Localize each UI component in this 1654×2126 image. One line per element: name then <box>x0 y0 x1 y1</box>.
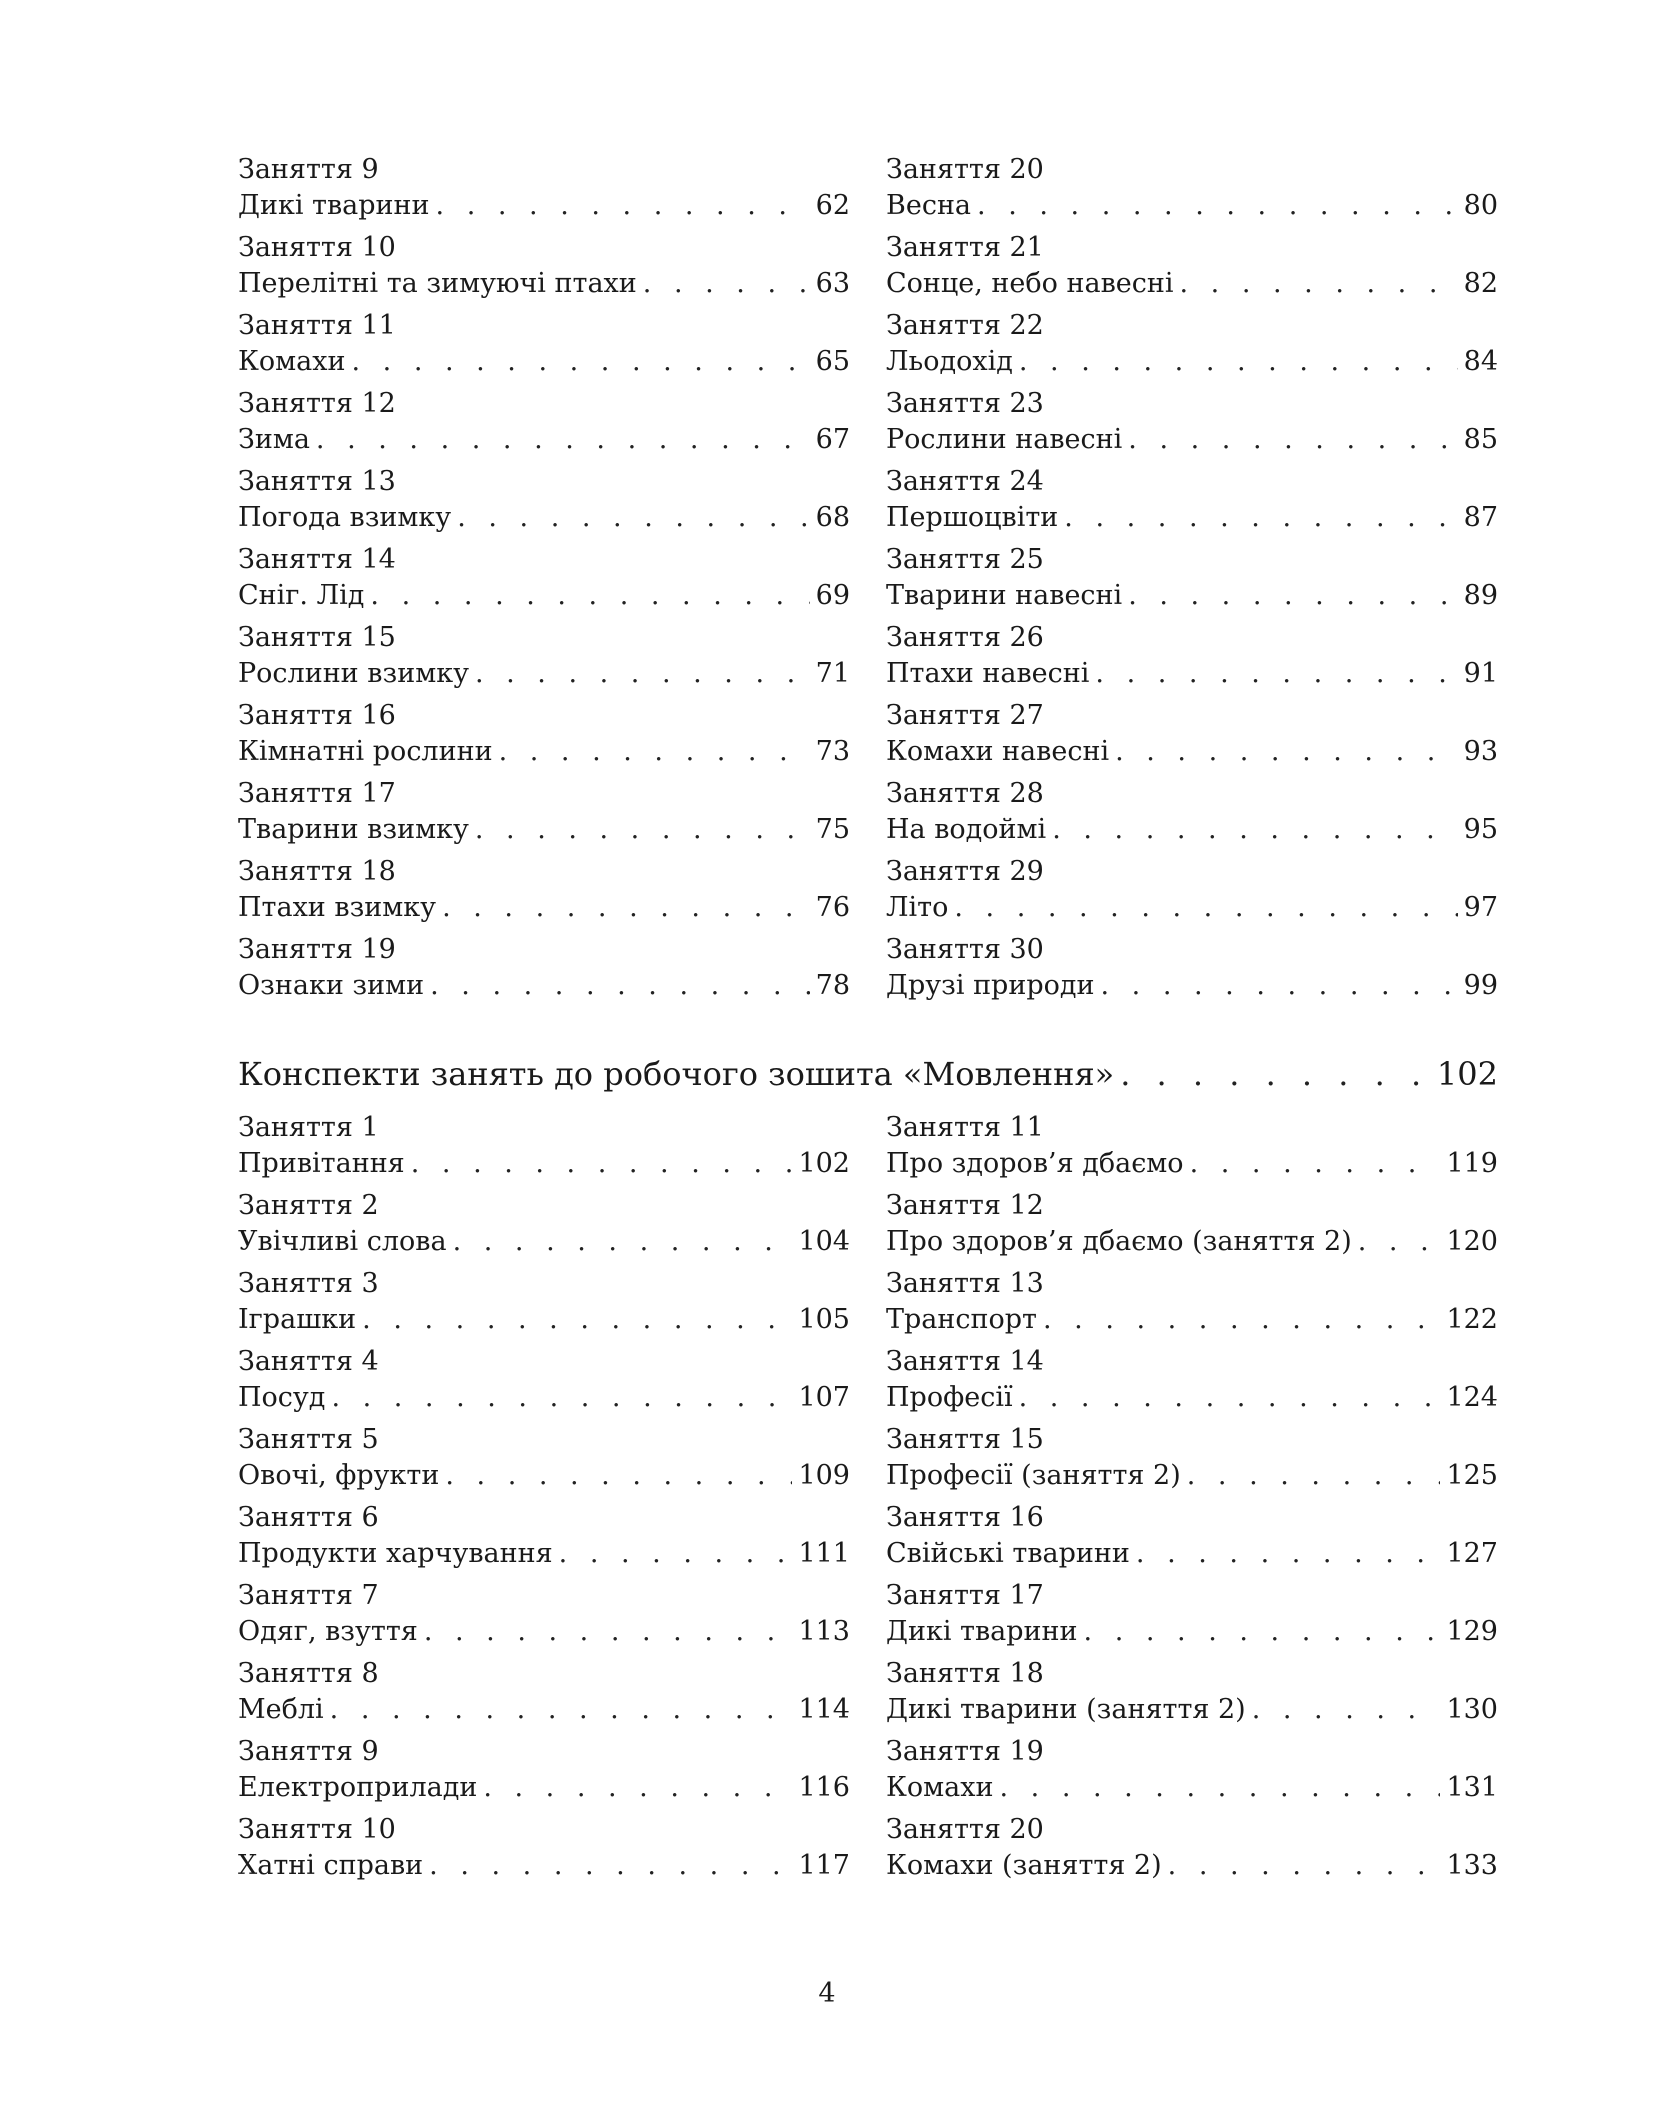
toc-entry <box>238 152 850 230</box>
toc-entry <box>886 230 1498 308</box>
lesson-title: Свійські тварини <box>886 1538 1130 1569</box>
lesson-number: Заняття 19 <box>886 1736 1044 1767</box>
lesson-title: Дикі тварини <box>886 1616 1078 1647</box>
toc-entry-row <box>238 890 850 926</box>
lesson-number: Заняття 18 <box>238 856 396 887</box>
leader-dots <box>1052 812 1457 848</box>
toc-entry <box>238 776 850 854</box>
lesson-page-number: 75 <box>815 814 850 845</box>
toc-entry <box>238 464 850 542</box>
toc-entry-row <box>886 344 1498 380</box>
toc-column-right <box>886 1110 1498 1890</box>
leader-dots <box>429 1848 792 1884</box>
toc-entry <box>886 776 1498 854</box>
lesson-title: Весна <box>886 190 972 221</box>
lesson-title: Тварини взимку <box>238 814 469 845</box>
lesson-number: Заняття 17 <box>886 1580 1044 1611</box>
toc-entry-row <box>238 1224 850 1260</box>
leader-dots <box>1064 500 1457 536</box>
toc-entry <box>238 386 850 464</box>
toc-entry-row <box>238 266 850 302</box>
lesson-number: Заняття 14 <box>886 1346 1044 1377</box>
leader-dots <box>1128 578 1457 614</box>
lesson-title: Рослини навесні <box>886 424 1123 455</box>
toc-column-left <box>238 1110 850 1890</box>
toc-entry-row <box>886 1692 1498 1728</box>
lesson-page-number: 124 <box>1446 1382 1498 1413</box>
toc-entry-row <box>886 578 1498 614</box>
lesson-number: Заняття 25 <box>886 544 1044 575</box>
toc-entry <box>238 620 850 698</box>
lesson-number: Заняття 7 <box>238 1580 379 1611</box>
toc-entry <box>238 1188 850 1266</box>
lesson-page-number: 120 <box>1446 1226 1498 1257</box>
lesson-number: Заняття 10 <box>238 232 396 263</box>
leader-dots <box>1180 266 1458 302</box>
lesson-number: Заняття 26 <box>886 622 1044 653</box>
lesson-number: Заняття 16 <box>238 700 396 731</box>
lesson-page-number: 131 <box>1446 1772 1498 1803</box>
lesson-number: Заняття 13 <box>886 1268 1044 1299</box>
lesson-title: Птахи взимку <box>238 892 437 923</box>
lesson-title: Сонце, небо навесні <box>886 268 1174 299</box>
lesson-page-number: 122 <box>1446 1304 1498 1335</box>
lesson-number: Заняття 5 <box>238 1424 379 1455</box>
lesson-number: Заняття 23 <box>886 388 1044 419</box>
lesson-number: Заняття 21 <box>886 232 1044 263</box>
toc-entry <box>238 1578 850 1656</box>
lesson-page-number: 125 <box>1446 1460 1498 1491</box>
toc-entry-row <box>238 422 850 458</box>
toc-entry <box>886 1188 1498 1266</box>
lesson-page-number: 95 <box>1463 814 1498 845</box>
lesson-number: Заняття 20 <box>886 1814 1044 1845</box>
lesson-title: Перелітні та зимуючі птахи <box>238 268 637 299</box>
leader-dots <box>370 578 809 614</box>
toc-entry <box>886 698 1498 776</box>
toc-entry <box>238 1344 850 1422</box>
lesson-number: Заняття 8 <box>238 1658 379 1689</box>
lesson-number: Заняття 16 <box>886 1502 1044 1533</box>
lesson-page-number: 68 <box>815 502 850 533</box>
toc-entry-row <box>886 1380 1498 1416</box>
lesson-number: Заняття 20 <box>886 154 1044 185</box>
lesson-page-number: 65 <box>815 346 850 377</box>
lesson-page-number: 89 <box>1463 580 1498 611</box>
toc-entry-row <box>238 1146 850 1182</box>
lesson-title: Комахи навесні <box>886 736 1110 767</box>
lesson-number: Заняття 9 <box>238 1736 379 1767</box>
toc-entry <box>886 1812 1498 1890</box>
leader-dots <box>1095 656 1457 692</box>
toc-entry-row <box>238 1848 850 1884</box>
lesson-page-number: 71 <box>815 658 850 689</box>
lesson-number: Заняття 10 <box>238 1814 396 1845</box>
toc-entry-row <box>238 344 850 380</box>
leader-dots <box>330 1692 793 1728</box>
lesson-number: Заняття 6 <box>238 1502 379 1533</box>
leader-dots <box>1358 1224 1441 1260</box>
toc-entry-row <box>238 1536 850 1572</box>
lesson-title: Продукти харчування <box>238 1538 553 1569</box>
lesson-number: Заняття 12 <box>238 388 396 419</box>
toc-entry <box>886 464 1498 542</box>
toc-entry <box>886 1422 1498 1500</box>
lesson-number: Заняття 17 <box>238 778 396 809</box>
lesson-number: Заняття 29 <box>886 856 1044 887</box>
lesson-number: Заняття 24 <box>886 466 1044 497</box>
lesson-title: Тварини навесні <box>886 580 1123 611</box>
toc-entry-row <box>886 1302 1498 1338</box>
leader-dots <box>999 1770 1440 1806</box>
toc-entry-row <box>886 656 1498 692</box>
lesson-number: Заняття 4 <box>238 1346 379 1377</box>
leader-dots <box>1019 1380 1441 1416</box>
lesson-page-number: 73 <box>815 736 850 767</box>
toc-entry-row <box>886 890 1498 926</box>
lesson-title: Сніг. Лід <box>238 580 365 611</box>
lesson-page-number: 130 <box>1446 1694 1498 1725</box>
toc-entry <box>886 152 1498 230</box>
lesson-title: Дикі тварини <box>238 190 430 221</box>
leader-dots <box>1120 1054 1431 1094</box>
leader-dots <box>1252 1692 1441 1728</box>
lesson-number: Заняття 1 <box>238 1112 379 1143</box>
leader-dots <box>453 1224 793 1260</box>
lesson-page-number: 104 <box>798 1226 850 1257</box>
toc-entry-row <box>886 266 1498 302</box>
leader-dots <box>1101 968 1458 1004</box>
lesson-page-number: 127 <box>1446 1538 1498 1569</box>
lesson-number: Заняття 22 <box>886 310 1044 341</box>
toc-entry-row <box>238 812 850 848</box>
leader-dots <box>977 188 1458 224</box>
leader-dots <box>1136 1536 1441 1572</box>
leader-dots <box>1168 1848 1441 1884</box>
toc-entry <box>886 308 1498 386</box>
leader-dots <box>442 890 810 926</box>
toc-entry <box>886 1344 1498 1422</box>
leader-dots <box>445 1458 792 1494</box>
toc-entry <box>886 620 1498 698</box>
leader-dots <box>954 890 1457 926</box>
toc-entry <box>238 1266 850 1344</box>
toc-entry-row <box>238 1458 850 1494</box>
toc-entry-row <box>238 1302 850 1338</box>
toc-entry <box>238 308 850 386</box>
toc-entry-row <box>238 188 850 224</box>
lesson-title: Літо <box>886 892 949 923</box>
lesson-number: Заняття 3 <box>238 1268 379 1299</box>
toc-entry-row <box>238 734 850 770</box>
toc-entry-row <box>238 500 850 536</box>
lesson-number: Заняття 2 <box>238 1190 379 1221</box>
lesson-number: Заняття 11 <box>238 310 396 341</box>
lesson-page-number: 85 <box>1463 424 1498 455</box>
lesson-page-number: 114 <box>798 1694 850 1725</box>
toc-entry-row <box>886 812 1498 848</box>
toc-entry <box>886 1266 1498 1344</box>
lesson-page-number: 80 <box>1463 190 1498 221</box>
toc-entry-row <box>886 500 1498 536</box>
section-heading-page: 102 <box>1436 1055 1498 1093</box>
lesson-page-number: 97 <box>1463 892 1498 923</box>
section-heading-title: Конспекти занять до робочого зошита «Мовлення» <box>238 1055 1115 1093</box>
lesson-title: Друзі природи <box>886 970 1095 1001</box>
toc-entry <box>238 854 850 932</box>
toc-entry <box>886 542 1498 620</box>
leader-dots <box>559 1536 793 1572</box>
leader-dots <box>436 188 810 224</box>
lesson-number: Заняття 15 <box>238 622 396 653</box>
toc-entry-row <box>886 1458 1498 1494</box>
lesson-number: Заняття 18 <box>886 1658 1044 1689</box>
lesson-page-number: 69 <box>815 580 850 611</box>
leader-dots <box>1043 1302 1440 1338</box>
toc-entry-row <box>886 1536 1498 1572</box>
lesson-title: Хатні справи <box>238 1850 424 1881</box>
toc-entry <box>238 1110 850 1188</box>
toc-entry-row <box>886 422 1498 458</box>
lesson-title: Меблі <box>238 1694 324 1725</box>
toc-entry <box>238 1656 850 1734</box>
leader-dots <box>424 1614 793 1650</box>
toc-entry <box>886 1110 1498 1188</box>
lesson-title: Електроприлади <box>238 1772 478 1803</box>
lesson-title: Привітання <box>238 1148 405 1179</box>
lesson-page-number: 133 <box>1446 1850 1498 1881</box>
lesson-number: Заняття 28 <box>886 778 1044 809</box>
leader-dots <box>331 1380 792 1416</box>
toc-top-section <box>238 152 1498 1010</box>
toc-entry-row <box>238 1380 850 1416</box>
toc-entry-row <box>238 1770 850 1806</box>
lesson-title: На водоймі <box>886 814 1047 845</box>
leader-dots <box>1084 1614 1441 1650</box>
section-heading <box>238 1054 1498 1094</box>
lesson-page-number: 63 <box>815 268 850 299</box>
lesson-page-number: 93 <box>1463 736 1498 767</box>
lesson-number: Заняття 30 <box>886 934 1044 965</box>
leader-dots <box>411 1146 793 1182</box>
toc-entry-row <box>238 968 850 1004</box>
lesson-number: Заняття 13 <box>238 466 396 497</box>
leader-dots <box>1187 1458 1441 1494</box>
lesson-title: Першоцвіти <box>886 502 1059 533</box>
leader-dots <box>643 266 810 302</box>
lesson-page-number: 109 <box>798 1460 850 1491</box>
lesson-title: Кімнатні рослини <box>238 736 493 767</box>
lesson-title: Комахи <box>238 346 346 377</box>
leader-dots <box>430 968 810 1004</box>
leader-dots <box>362 1302 792 1338</box>
lesson-number: Заняття 14 <box>238 544 396 575</box>
toc-column-right <box>886 152 1498 1010</box>
lesson-title: Увічливі слова <box>238 1226 447 1257</box>
toc-entry-row <box>238 1692 850 1728</box>
toc-entry-row <box>886 1614 1498 1650</box>
toc-entry <box>238 932 850 1010</box>
toc-entry <box>238 542 850 620</box>
toc-entry <box>886 386 1498 464</box>
toc-entry <box>238 1812 850 1890</box>
lesson-number: Заняття 12 <box>886 1190 1044 1221</box>
lesson-title: Льодохід <box>886 346 1013 377</box>
leader-dots <box>499 734 810 770</box>
lesson-page-number: 62 <box>815 190 850 221</box>
leader-dots <box>1128 422 1457 458</box>
lesson-page-number: 99 <box>1463 970 1498 1001</box>
lesson-number: Заняття 19 <box>238 934 396 965</box>
toc-entry-row <box>886 1146 1498 1182</box>
lesson-title: Комахи (заняття 2) <box>886 1850 1162 1881</box>
lesson-number: Заняття 11 <box>886 1112 1044 1143</box>
toc-entry <box>238 1500 850 1578</box>
leader-dots <box>1190 1146 1441 1182</box>
toc-entry-row <box>238 1614 850 1650</box>
toc-entry <box>886 1500 1498 1578</box>
lesson-page-number: 107 <box>798 1382 850 1413</box>
toc-entry <box>238 698 850 776</box>
lesson-title: Птахи навесні <box>886 658 1090 689</box>
lesson-title: Професії <box>886 1382 1013 1413</box>
toc-entry-row <box>238 578 850 614</box>
lesson-page-number: 105 <box>798 1304 850 1335</box>
leader-dots <box>1115 734 1458 770</box>
toc-entry-row <box>886 1224 1498 1260</box>
lesson-page-number: 84 <box>1463 346 1498 377</box>
lesson-page-number: 67 <box>815 424 850 455</box>
toc-entry-row <box>886 734 1498 770</box>
toc-entry-row <box>886 188 1498 224</box>
lesson-page-number: 91 <box>1463 658 1498 689</box>
lesson-page-number: 87 <box>1463 502 1498 533</box>
lesson-page-number: 117 <box>798 1850 850 1881</box>
lesson-title: Погода взимку <box>238 502 452 533</box>
lesson-page-number: 111 <box>798 1538 850 1569</box>
toc-entry-row <box>886 1770 1498 1806</box>
toc-column-left <box>238 152 850 1010</box>
lesson-title: Про здоров’я дбаємо (заняття 2) <box>886 1226 1352 1257</box>
leader-dots <box>1019 344 1458 380</box>
leader-dots <box>351 344 809 380</box>
toc-bottom-section <box>238 1110 1498 1890</box>
toc-entry-row <box>886 968 1498 1004</box>
lesson-number: Заняття 9 <box>238 154 379 185</box>
lesson-title: Посуд <box>238 1382 326 1413</box>
lesson-page-number: 119 <box>1446 1148 1498 1179</box>
lesson-number: Заняття 27 <box>886 700 1044 731</box>
toc-entry-row <box>886 1848 1498 1884</box>
toc-entry <box>886 854 1498 932</box>
toc-entry <box>886 1734 1498 1812</box>
lesson-page-number: 113 <box>798 1616 850 1647</box>
lesson-page-number: 116 <box>798 1772 850 1803</box>
toc-entry <box>886 932 1498 1010</box>
lesson-title: Іграшки <box>238 1304 357 1335</box>
leader-dots <box>483 1770 792 1806</box>
lesson-title: Ознаки зими <box>238 970 425 1001</box>
lesson-title: Рослини взимку <box>238 658 469 689</box>
leader-dots <box>316 422 810 458</box>
toc-entry <box>886 1578 1498 1656</box>
lesson-title: Зима <box>238 424 310 455</box>
toc-entry <box>238 1734 850 1812</box>
lesson-title: Транспорт <box>886 1304 1037 1335</box>
page-number: 4 <box>818 1978 836 2009</box>
toc-entry <box>238 230 850 308</box>
leader-dots <box>457 500 809 536</box>
lesson-page-number: 78 <box>815 970 850 1001</box>
lesson-title: Дикі тварини (заняття 2) <box>886 1694 1246 1725</box>
lesson-number: Заняття 15 <box>886 1424 1044 1455</box>
lesson-page-number: 102 <box>798 1148 850 1179</box>
toc-entry <box>238 1422 850 1500</box>
leader-dots <box>475 656 810 692</box>
toc-entry <box>886 1656 1498 1734</box>
lesson-page-number: 82 <box>1463 268 1498 299</box>
lesson-title: Професії (заняття 2) <box>886 1460 1181 1491</box>
lesson-page-number: 76 <box>815 892 850 923</box>
leader-dots <box>475 812 810 848</box>
lesson-title: Одяг, взуття <box>238 1616 418 1647</box>
toc-entry-row <box>238 656 850 692</box>
lesson-page-number: 129 <box>1446 1616 1498 1647</box>
lesson-title: Комахи <box>886 1772 994 1803</box>
lesson-title: Про здоров’я дбаємо <box>886 1148 1184 1179</box>
lesson-title: Овочі, фрукти <box>238 1460 440 1491</box>
